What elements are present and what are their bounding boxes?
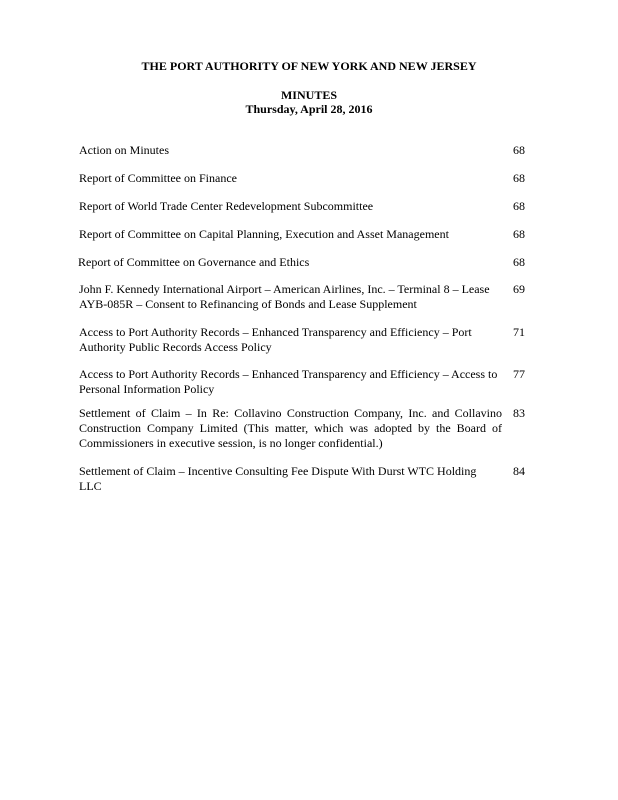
toc-entry-text: Report of Committee on Governance and Ethics <box>78 255 310 269</box>
toc-entry-text: Access to Port Authority Records – Enhanced Transparency and Efficiency – Port Authority Public Records Access Policy <box>79 325 472 354</box>
toc-entry-text: Access to Port Authority Records – Enhanced Transparency and Efficiency – Access to Personal Information Policy <box>79 367 498 396</box>
minutes-date: Thursday, April 28, 2016 <box>245 102 373 116</box>
toc-entry-page: 68 <box>513 171 525 185</box>
toc-entry-text: Report of World Trade Center Redevelopment Subcommittee <box>79 199 374 213</box>
toc-entry-text: Action on Minutes <box>79 143 169 157</box>
toc-entry-page: 68 <box>513 199 525 213</box>
toc-entry-page: 68 <box>513 143 525 157</box>
toc-entry-text: John F. Kennedy International Airport – American Airlines, Inc. – Terminal 8 – Lease AYB-085R – Consent to Refinancing of Bonds and Lease Supplement <box>79 282 490 311</box>
toc-entry-text: Settlement of Claim – In Re: Collavino Construction Company, Inc. and Collavino Construction Company Limited (This matter, which was adopted by the Board of Commissioners in executive session, is no longer confidential.) <box>79 406 502 450</box>
toc-entry-text: Report of Committee on Finance <box>79 171 237 185</box>
toc-entry-page: 84 <box>513 464 525 478</box>
document-title: THE PORT AUTHORITY OF NEW YORK AND NEW JERSEY <box>141 59 477 73</box>
toc-entry-page: 68 <box>513 255 525 269</box>
toc-entry-page: 69 <box>513 282 525 296</box>
toc-entry-text: Settlement of Claim – Incentive Consulting Fee Dispute With Durst WTC Holding LLC <box>79 464 477 493</box>
toc-entry-page: 68 <box>513 227 525 241</box>
toc-entry-page: 83 <box>513 406 525 420</box>
minutes-heading: MINUTES <box>280 88 337 102</box>
toc-entry-page: 71 <box>513 325 525 339</box>
toc-entry-text: Report of Committee on Capital Planning, Execution and Asset Management <box>79 227 449 241</box>
toc-entry-page: 77 <box>513 367 525 381</box>
